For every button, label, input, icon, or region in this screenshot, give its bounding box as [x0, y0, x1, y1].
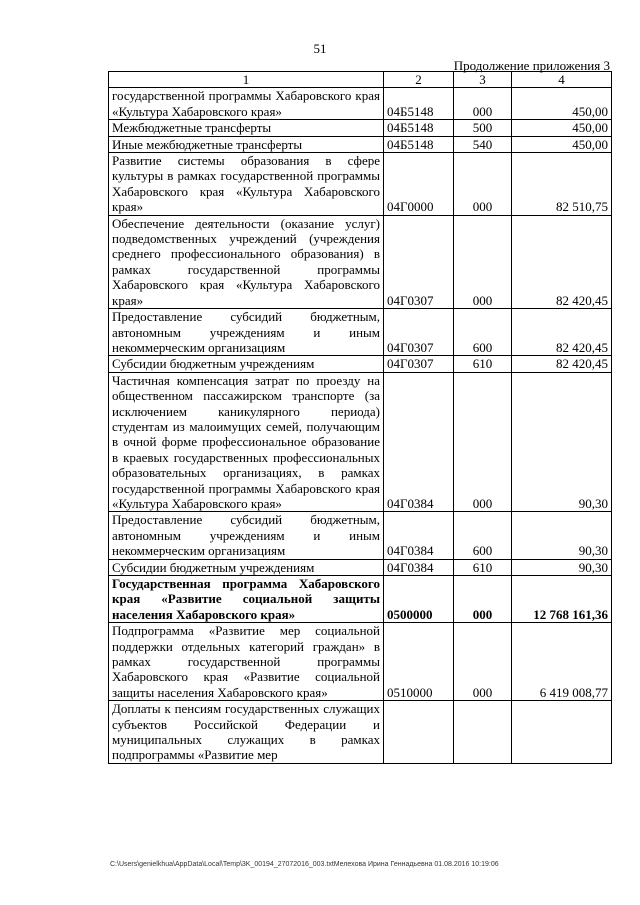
- row-name: Субсидии бюджетным учреждениям: [109, 356, 384, 372]
- row-expense-kind: 500: [454, 120, 512, 136]
- table-row: [109, 559, 612, 575]
- row-sum: 6 419 008,77: [512, 623, 612, 701]
- row-target-code: 04Б5148: [384, 88, 454, 120]
- budget-table: [108, 71, 612, 764]
- row-target-code: 04Г0307: [384, 309, 454, 356]
- table-row: [109, 136, 612, 152]
- row-expense-kind: 600: [454, 309, 512, 356]
- row-sum: 82 420,45: [512, 215, 612, 308]
- row-target-code: 04Г0000: [384, 153, 454, 216]
- file-path-footer: C:\Users\genielkhua\AppData\Local\Temp\3K_00194_27072016_003.txtМелехова Ирина Геннадьевна 01.08.2016 10:19:06: [110, 861, 499, 868]
- table-row-program-total: [109, 576, 612, 623]
- row-expense-kind: 610: [454, 356, 512, 372]
- table-header-row: [109, 72, 612, 88]
- row-expense-kind: 000: [454, 623, 512, 701]
- table-row: [109, 512, 612, 559]
- row-target-code: 04Б5148: [384, 120, 454, 136]
- row-name: Субсидии бюджетным учреждениям: [109, 559, 384, 575]
- row-sum: 12 768 161,36: [512, 576, 612, 623]
- table-row: [109, 701, 612, 764]
- row-name: Предоставление субсидий бюджетным, автономным учреждениям и иным некоммерческим организациям: [109, 309, 384, 356]
- header-col-4: 4: [512, 72, 612, 88]
- row-sum: 82 420,45: [512, 309, 612, 356]
- page-number: 51: [313, 41, 327, 56]
- row-target-code: 04Г0384: [384, 559, 454, 575]
- row-name: Иные межбюджетные трансферты: [109, 136, 384, 152]
- row-sum: 82 420,45: [512, 356, 612, 372]
- row-sum: 90,30: [512, 512, 612, 559]
- row-expense-kind: 000: [454, 576, 512, 623]
- row-sum: 90,30: [512, 559, 612, 575]
- row-name: Развитие системы образования в сфере культуры в рамках государственной программы Хабаровского края «Культура Хабаровского края»: [109, 153, 384, 216]
- row-expense-kind: 610: [454, 559, 512, 575]
- row-sum: 90,30: [512, 372, 612, 512]
- row-name: Государственная программа Хабаровского края «Развитие социальной защиты населения Хабаровского края»: [109, 576, 384, 623]
- row-target-code: 04Г0384: [384, 512, 454, 559]
- row-sum: 450,00: [512, 136, 612, 152]
- row-expense-kind: 000: [454, 215, 512, 308]
- row-name: Подпрограмма «Развитие мер социальной поддержки отдельных категорий граждан» в рамках государственной программы Хабаровского края «Развитие социальной защиты населения Хабаровского края»: [109, 623, 384, 701]
- row-name: Обеспечение деятельности (оказание услуг) подведомственных учреждений (учреждения среднего профессионального образования) в рамках государственной программы Хабаровского края «Культура Хабаровского края»: [109, 215, 384, 308]
- header-col-2: 2: [384, 72, 454, 88]
- row-target-code: 0500000: [384, 576, 454, 623]
- table-row: [109, 372, 612, 512]
- table-row: [109, 215, 612, 308]
- table-row: [109, 153, 612, 216]
- row-expense-kind: 600: [454, 512, 512, 559]
- row-expense-kind: [454, 701, 512, 764]
- header-col-3: 3: [454, 72, 512, 88]
- table-row: [109, 120, 612, 136]
- appendix-continuation-label: Продолжение приложения 3: [453, 58, 610, 73]
- table-row: [109, 309, 612, 356]
- row-expense-kind: 000: [454, 372, 512, 512]
- header-col-1: 1: [109, 72, 384, 88]
- row-name: Доплаты к пенсиям государственных служащих субъектов Российской Федерации и муниципальных служащих в рамках подпрограммы «Развитие мер: [109, 701, 384, 764]
- row-name: государственной программы Хабаровского края «Культура Хабаровского края»: [109, 88, 384, 120]
- row-target-code: 04Г0384: [384, 372, 454, 512]
- row-expense-kind: 000: [454, 88, 512, 120]
- row-target-code: 0510000: [384, 623, 454, 701]
- row-expense-kind: 540: [454, 136, 512, 152]
- row-expense-kind: 000: [454, 153, 512, 216]
- table-row: [109, 356, 612, 372]
- row-target-code: 04Г0307: [384, 215, 454, 308]
- row-name: Предоставление субсидий бюджетным, автономным учреждениям и иным некоммерческим организациям: [109, 512, 384, 559]
- row-sum: 450,00: [512, 120, 612, 136]
- row-target-code: [384, 701, 454, 764]
- table-row: [109, 623, 612, 701]
- row-sum: 450,00: [512, 88, 612, 120]
- row-sum: [512, 701, 612, 764]
- row-target-code: 04Г0307: [384, 356, 454, 372]
- table-row: [109, 88, 612, 120]
- row-sum: 82 510,75: [512, 153, 612, 216]
- row-target-code: 04Б5148: [384, 136, 454, 152]
- row-name: Межбюджетные трансферты: [109, 120, 384, 136]
- row-name: Частичная компенсация затрат по проезду на общественном пассажирском транспорте (за исключением каникулярного периода) студентам из малоимущих семей, получающим в очной форме профессиональное образование в краевых государственных профессиональных образовательных организациях, в рамках государственной программы Хабаровского края «Культура Хабаровского края»: [109, 372, 384, 512]
